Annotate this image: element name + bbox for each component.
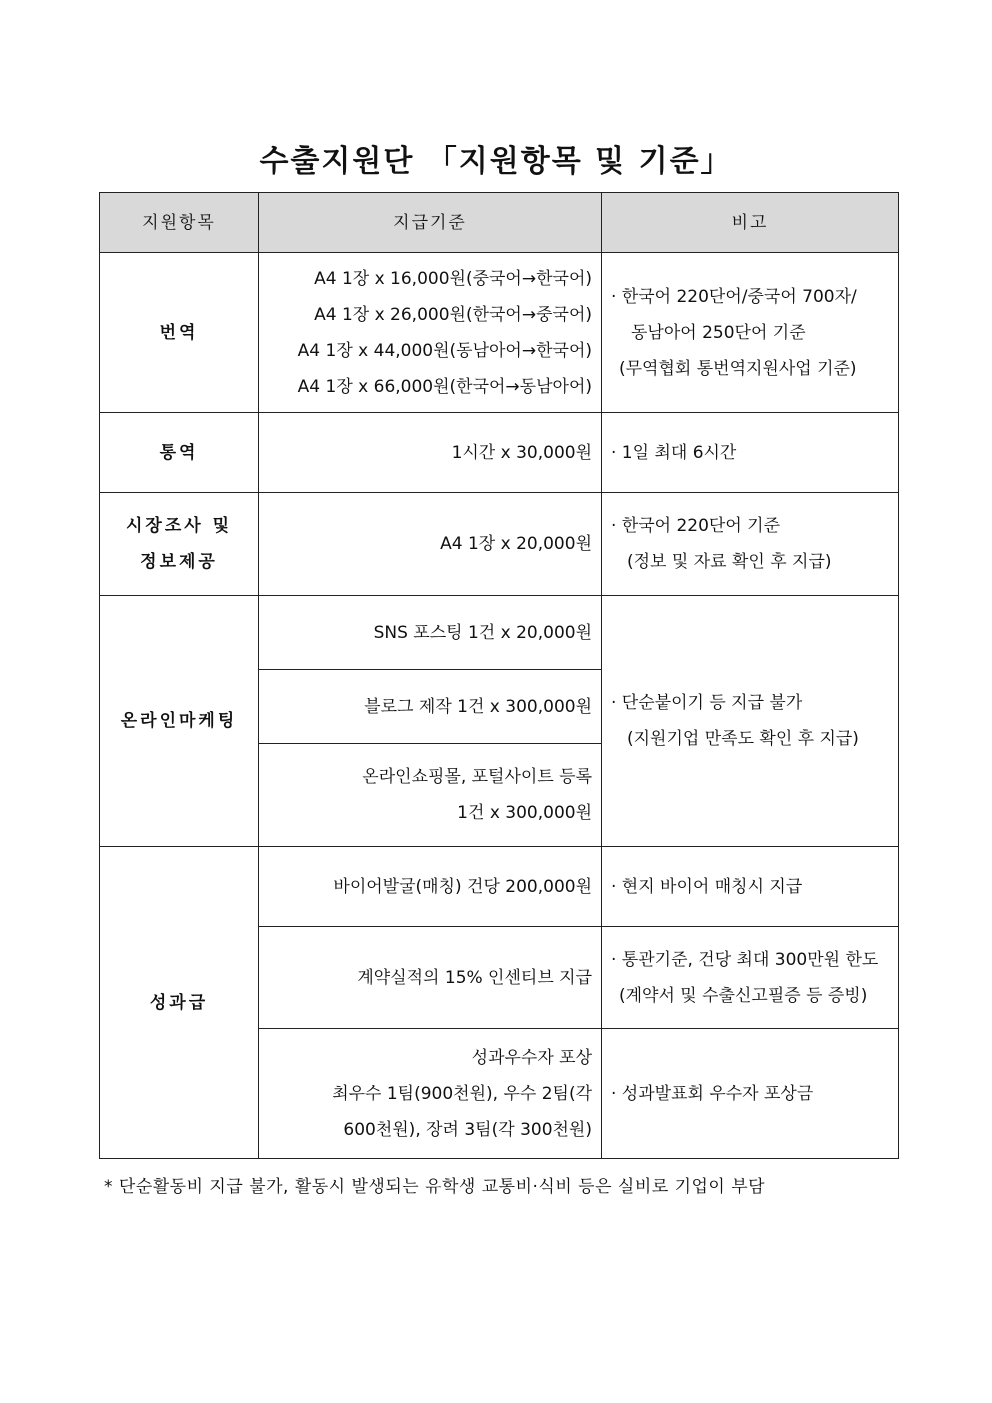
online-marketing-mall-line: 온라인쇼핑몰, 포털사이트 등록: [362, 767, 592, 787]
translation-standard-line: A4 1장 x 66,000원(한국어→동남아어): [297, 376, 592, 397]
translation-standards: [259, 253, 602, 413]
table-row-incentive-buyer: [100, 847, 899, 927]
incentive-contract-notes: [602, 927, 899, 1029]
header-standard: 지급기준: [259, 193, 602, 253]
support-table: [99, 192, 899, 1159]
incentive-buyer-note: · 현지 바이어 매칭시 지급: [602, 847, 899, 927]
incentive-contract-note-line: (계약서 및 수출신고필증 등 증빙): [619, 985, 868, 1006]
header-item: 지원항목: [100, 193, 259, 253]
page-title: 수출지원단 「지원항목 및 기준」: [259, 144, 733, 179]
interpretation-label: 통역: [100, 413, 259, 493]
table-row-online-marketing-sns: [100, 596, 899, 670]
interpretation-note: · 1일 최대 6시간: [602, 413, 899, 493]
incentive-award-line: 최우수 1팀(900천원), 우수 2팀(각: [332, 1083, 592, 1104]
translation-note-line: (무역협회 통번역지원사업 기준): [619, 358, 857, 379]
incentive-contract: 계약실적의 15% 인센티브 지급: [259, 927, 602, 1029]
translation-label: 번역: [100, 253, 259, 413]
incentive-award-note: · 성과발표회 우수자 포상금: [602, 1029, 899, 1159]
online-marketing-note-line: (지원기업 만족도 확인 후 지급): [627, 729, 859, 749]
online-marketing-notes: [602, 596, 899, 847]
interpretation-standard: 1시간 x 30,000원: [259, 413, 602, 493]
online-marketing-mall-line: 1건 x 300,000원: [457, 803, 592, 823]
translation-standard-line: A4 1장 x 16,000원(중국어→한국어): [314, 268, 592, 289]
incentive-award-line: 600천원), 장려 3팀(각 300천원): [343, 1119, 592, 1140]
table-header-row: [100, 193, 899, 253]
table-row-interpretation: [100, 413, 899, 493]
market-research-label-line: 시장조사 및: [125, 516, 233, 536]
translation-standard-line: A4 1장 x 44,000원(동남아어→한국어): [297, 340, 592, 361]
incentive-award: [259, 1029, 602, 1159]
online-marketing-sns: SNS 포스팅 1건 x 20,000원: [259, 596, 602, 670]
online-marketing-label: 온라인마케팅: [100, 596, 259, 847]
translation-standard-line: A4 1장 x 26,000원(한국어→중국어): [314, 304, 592, 325]
online-marketing-mall: [259, 744, 602, 847]
market-research-label-line: 정보제공: [140, 552, 218, 572]
market-research-standard: A4 1장 x 20,000원: [259, 493, 602, 596]
online-marketing-blog: 블로그 제작 1건 x 300,000원: [259, 670, 602, 744]
translation-note-line: · 한국어 220단어/중국어 700자/: [611, 286, 857, 307]
footnote: * 단순활동비 지급 불가, 활동시 발생되는 유학생 교통비·식비 등은 실비로 기업이 부담: [104, 1177, 766, 1197]
market-research-note-line: · 한국어 220단어 기준: [611, 516, 781, 536]
incentive-buyer: 바이어발굴(매칭) 건당 200,000원: [259, 847, 602, 927]
online-marketing-note-line: · 단순붙이기 등 지급 불가: [611, 693, 803, 713]
translation-note-line: 동남아어 250단어 기준: [631, 322, 806, 343]
incentive-contract-note-line: · 통관기준, 건당 최대 300만원 한도: [611, 949, 879, 970]
header-note: 비고: [602, 193, 899, 253]
table-row-market-research: [100, 493, 899, 596]
table-row-translation: [100, 253, 899, 413]
market-research-note-line: (정보 및 자료 확인 후 지급): [627, 552, 832, 572]
translation-notes: [602, 253, 899, 413]
incentive-label: 성과급: [100, 847, 259, 1159]
market-research-notes: [602, 493, 899, 596]
incentive-award-line: 성과우수자 포상: [471, 1047, 592, 1068]
market-research-label: [100, 493, 259, 596]
